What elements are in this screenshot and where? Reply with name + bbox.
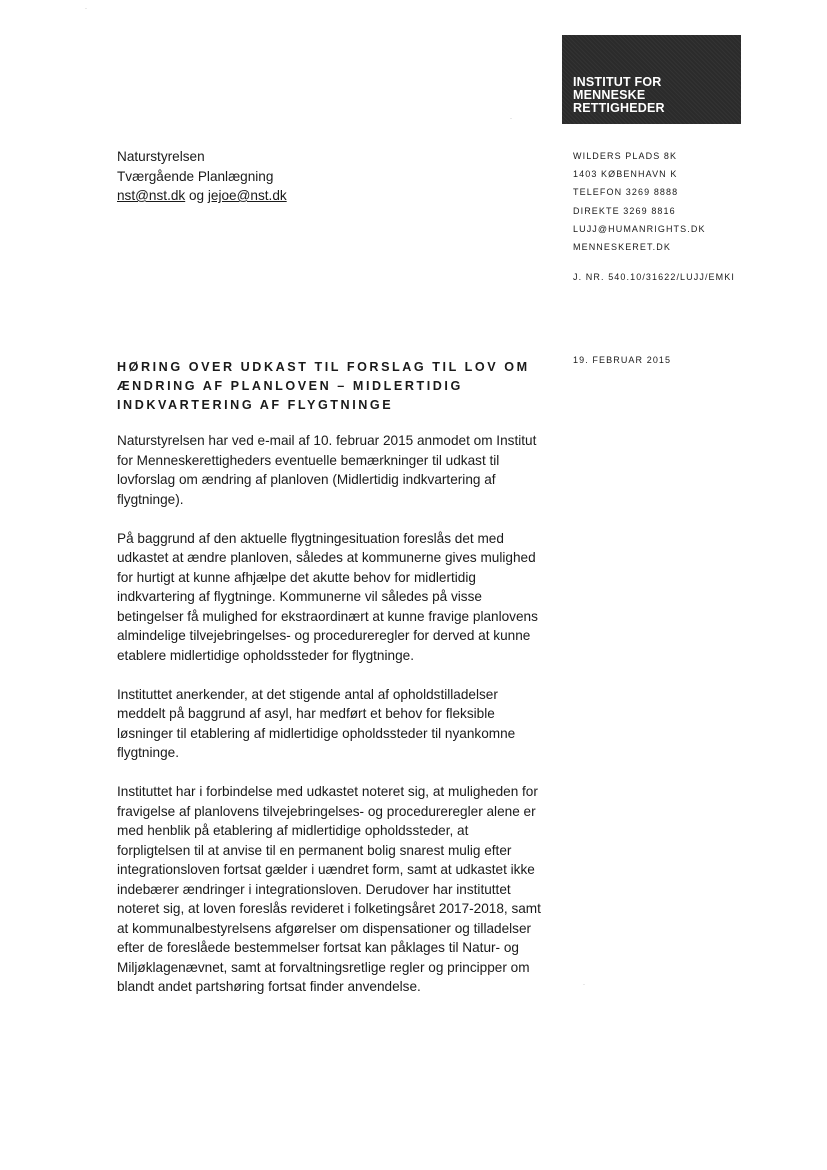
body-line: at kommunalbestyrelsens afgørelser om dispensationer og tilladelser (117, 920, 532, 936)
body-paragraph (117, 431, 567, 509)
body-line: forpligtelsen til at anvise til en permanent bolig snarest mulig efter (117, 842, 512, 858)
email-link-nst[interactable]: nst@nst.dk (117, 188, 186, 203)
direct-phone-line: DIREKTE 3269 8816 (573, 205, 676, 216)
body-line: indebærer ændringer i integrationsloven. Derudover har instituttet (117, 881, 511, 897)
body-line: etablere midlertidige opholdssteder for flygtninge. (117, 647, 414, 663)
body-line: På baggrund af den aktuelle flygtningesituation foreslås det med (117, 530, 504, 546)
journal-number: J. NR. 540.10/31622/LUJJ/EMKI (573, 272, 735, 282)
logo-line: INSTITUT FOR (573, 75, 662, 89)
body-line: udkastet at ændre planloven, således at kommunerne gives mulighed (117, 550, 536, 565)
scan-speck: · (510, 116, 512, 122)
email-link-jejoe[interactable]: jejoe@nst.dk (207, 188, 287, 203)
institute-logo (562, 35, 741, 124)
body-line: efter de foreslåede bestemmelser fortsat kan påklages til Natur- og (117, 940, 519, 955)
body-line: betingelser få mulighed for ekstraordinært at kunne fravige planlovens (117, 608, 538, 624)
body-line: for Menneskerettigheders eventuelle bemærkninger til udkast til (117, 452, 500, 468)
title-line: INDKVARTERING AF FLYGTNINGE (117, 398, 394, 412)
body-line: indkvartering af flygtninge. Kommunerne vil således på visse (117, 589, 482, 604)
logo-line: RETTIGHEDER (573, 101, 665, 115)
logo-line: MENNESKE (573, 88, 646, 102)
email-joiner: og (185, 188, 208, 203)
body-line: Naturstyrelsen har ved e-mail af 10. februar 2015 anmodet om Institut (117, 433, 537, 448)
body-line: Miljøklagenævnet, samt at forvaltningsretlige regler og principper om (117, 959, 530, 975)
body-line: Instituttet har i forbindelse med udkastet noteret sig, at muligheden for (117, 784, 538, 799)
body-line: fravigelse af planlovens tilvejebringelses- og procedureregler alene er (117, 803, 536, 819)
body-line: for hurtigt at kunne afhjælpe det akutte behov for midlertidig (117, 569, 476, 585)
body-line: noteret sig, at loven foreslås revideret i folketingsåret 2017-2018, samt (117, 901, 541, 916)
title-line: HØRING OVER UDKAST TIL FORSLAG TIL LOV OM (117, 360, 530, 374)
sender-website: MENNESKERET.DK (573, 242, 671, 253)
body-paragraph (117, 529, 567, 666)
address-line: WILDERS PLADS 8K (573, 151, 678, 161)
logo-text (573, 76, 665, 115)
body-line: almindelige tilvejebringelses- og procedureregler for derved at kunne (117, 628, 531, 643)
letter-body (117, 431, 567, 1016)
body-paragraph (117, 685, 567, 763)
scan-speck: · (85, 6, 87, 12)
address-line: 1403 KØBENHAVN K (573, 169, 678, 180)
body-paragraph (117, 782, 567, 997)
title-line: ÆNDRING AF PLANLOVEN – MIDLERTIDIG (117, 379, 463, 393)
body-line: løsninger til etablering af midlertidige opholdssteder til nyankomne (117, 725, 516, 741)
body-line: flygtninge. (117, 745, 179, 760)
phone-line: TELEFON 3269 8888 (573, 187, 679, 198)
body-line: med henblik på etablering af midlertidige opholdssteder, at (117, 823, 469, 838)
recipient-department: Tværgående Planlægning (117, 168, 274, 184)
body-line: Instituttet anerkender, at det stigende antal af opholdstilladelser (117, 686, 498, 702)
sender-email: LUJJ@HUMANRIGHTS.DK (573, 223, 706, 234)
letter-title (117, 358, 547, 415)
sender-contact-block (573, 147, 706, 256)
recipient-emails (117, 186, 287, 206)
body-line: meddelt på baggrund af asyl, har medført et behov for fleksible (117, 706, 495, 721)
scan-speck: · (583, 982, 585, 988)
letter-date: 19. FEBRUAR 2015 (573, 355, 672, 365)
recipient-name: Naturstyrelsen (117, 149, 205, 164)
body-line: lovforslag om ændring af planloven (Midlertidig indkvartering af (117, 472, 496, 487)
body-line: blandt andet partshøring fortsat finder anvendelse. (117, 979, 421, 994)
body-line: flygtninge). (117, 491, 184, 507)
recipient-block (117, 147, 287, 206)
body-line: integrationsloven fortsat gælder i uændret form, samt at udkastet ikke (117, 862, 535, 877)
